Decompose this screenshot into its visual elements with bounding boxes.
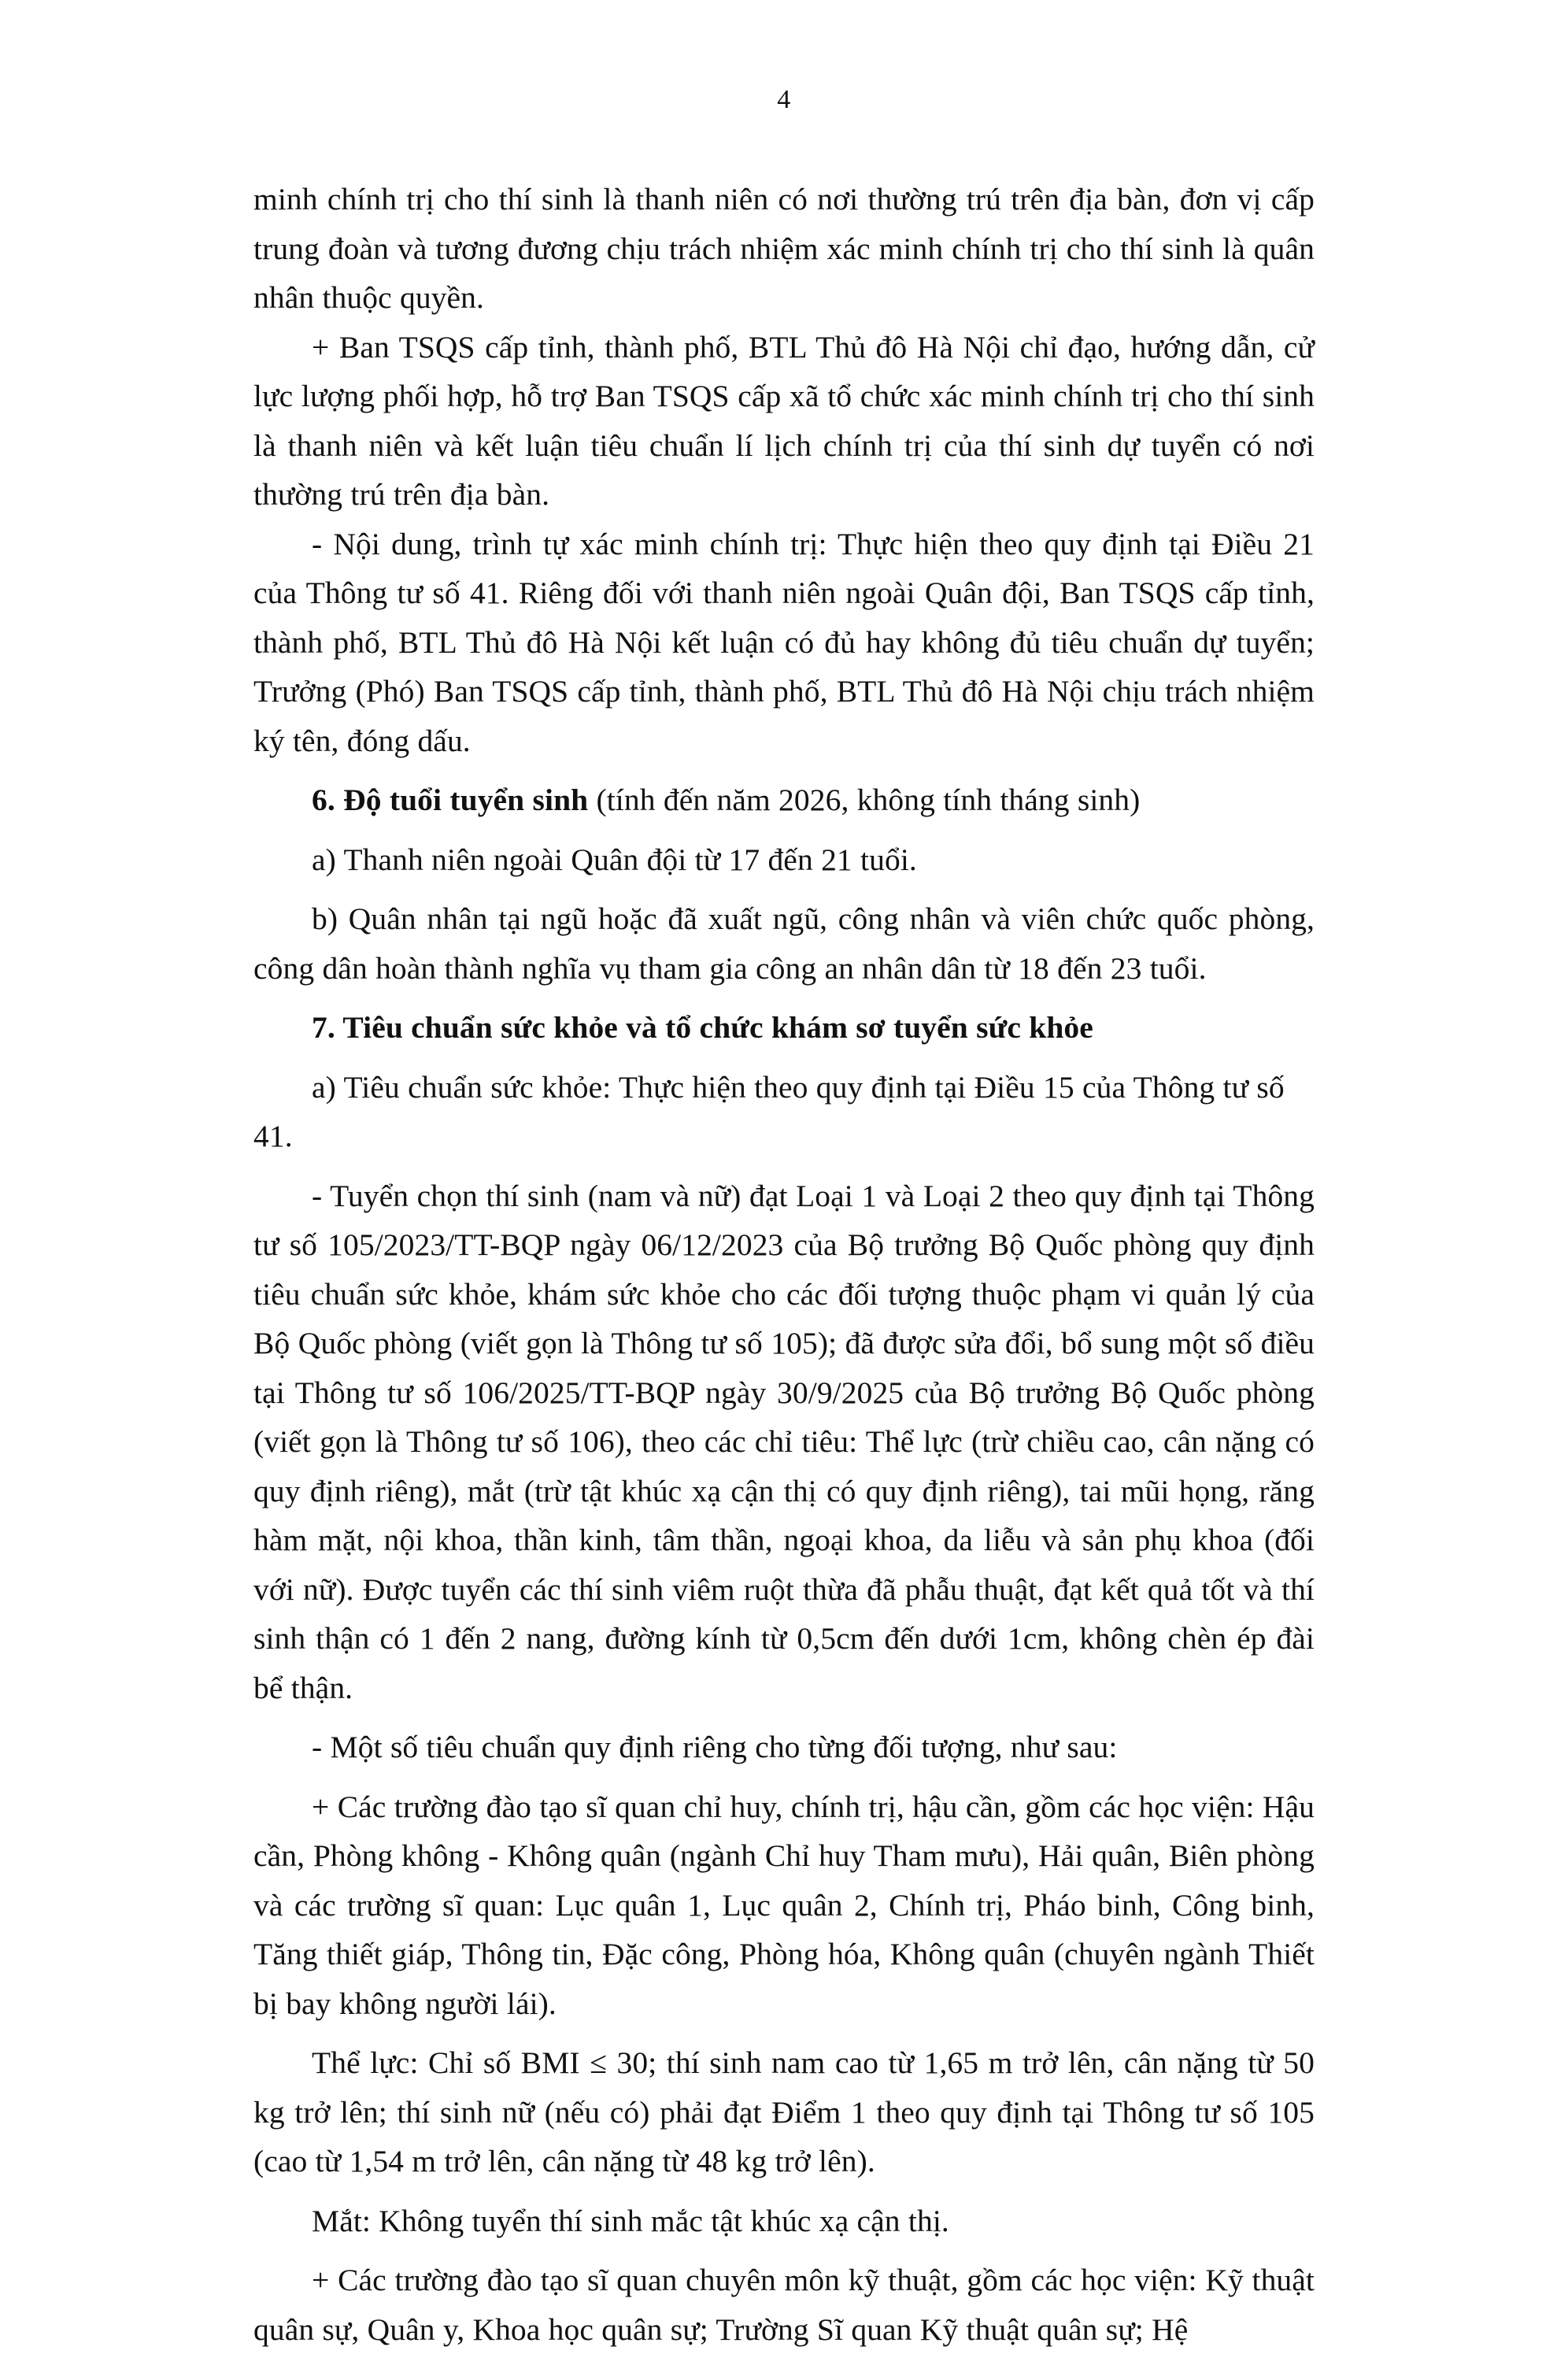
paragraph-truong-chi-huy: + Các trường đào tạo sĩ quan chỉ huy, chính trị, hậu cần, gồm các học viện: Hậu cần, Phòng không - Không quân (ngành Chỉ huy Tham mưu), Hải quân, Biên phòng và các trường sĩ quan: Lục quân 1, Lục quân 2, Chính trị, Pháo binh, Công binh, Tăng thiết giáp, Thông tin, Đặc công, Phòng hóa, Không quân (chuyên ngành Thiết bị bay không người lái). <box>253 1789 1315 2021</box>
heading-7-label: 7. Tiêu chuẩn sức khỏe và tổ chức khám sơ tuyển sức khỏe <box>312 1010 1093 1045</box>
paragraph-6a: a) Thanh niên ngoài Quân đội từ 17 đến 21 tuổi. <box>312 842 917 877</box>
heading-6-label: 6. Độ tuổi tuyển sinh <box>312 783 589 817</box>
paragraph-1: minh chính trị cho thí sinh là thanh niên có nơi thường trú trên địa bàn, đơn vị cấp trung đoàn và tương đương chịu trách nhiệm xác minh chính trị cho thí sinh là quân nhân thuộc quyền. <box>253 182 1315 315</box>
document-body <box>253 175 1315 2354</box>
paragraph-7a: a) Tiêu chuẩn sức khỏe: Thực hiện theo quy định tại Điều 15 của Thông tư số 41. <box>253 1069 1285 1153</box>
paragraph-truong-ky-thuat: + Các trường đào tạo sĩ quan chuyên môn kỹ thuật, gồm các học viện: Kỹ thuật quân sự, Quân y, Khoa học quân sự; Trường Sĩ quan Kỹ thuật quân sự; Hệ <box>253 2263 1315 2347</box>
heading-6-note: (tính đến năm 2026, không tính tháng sinh) <box>588 783 1141 817</box>
heading-section-6 <box>253 775 1315 825</box>
paragraph-2: + Ban TSQS cấp tỉnh, thành phố, BTL Thủ đô Hà Nội chỉ đạo, hướng dẫn, cử lực lượng phối hợp, hỗ trợ Ban TSQS cấp xã tổ chức xác minh chính trị cho thí sinh là thanh niên và kết luận tiêu chuẩn lí lịch chính trị của thí sinh dự tuyển có nơi thường trú trên địa bàn. <box>253 329 1315 512</box>
paragraph-mat: Mắt: Không tuyển thí sinh mắc tật khúc xạ cận thị. <box>312 2203 949 2238</box>
paragraph-tuyen-chon: - Tuyển chọn thí sinh (nam và nữ) đạt Loại 1 và Loại 2 theo quy định tại Thông tư số 105/2023/TT-BQP ngày 06/12/2023 của Bộ trưởng Bộ Quốc phòng quy định tiêu chuẩn sức khỏe, khám sức khỏe cho các đối tượng thuộc phạm vi quản lý của Bộ Quốc phòng (viết gọn là Thông tư số 105); đã được sửa đổi, bổ sung một số điều tại Thông tư số 106/2025/TT-BQP ngày 30/9/2025 của Bộ trưởng Bộ Quốc phòng (viết gọn là Thông tư số 106), theo các chỉ tiêu: Thể lực (trừ chiều cao, cân nặng có quy định riêng), mắt (trừ tật khúc xạ cận thị có quy định riêng), tai mũi họng, răng hàm mặt, nội khoa, thần kinh, tâm thần, ngoại khoa, da liễu và sản phụ khoa (đối với nữ). Được tuyển các thí sinh viêm ruột thừa đã phẫu thuật, đạt kết quả tốt và thí sinh thận có 1 đến 2 nang, đường kính từ 0,5cm đến dưới 1cm, không chèn ép đài bể thận. <box>253 1178 1315 1705</box>
paragraph-the-luc: Thể lực: Chỉ số BMI ≤ 30; thí sinh nam cao từ 1,65 m trở lên, cân nặng từ 50 kg trở lên; thí sinh nữ (nếu có) phải đạt Điểm 1 theo quy định tại Thông tư số 105 (cao từ 1,54 m trở lên, cân nặng từ 48 kg trở lên). <box>253 2045 1315 2178</box>
page-number: 4 <box>777 85 791 114</box>
paragraph-3: - Nội dung, trình tự xác minh chính trị: Thực hiện theo quy định tại Điều 21 của Thông tư số 41. Riêng đối với thanh niên ngoài Quân đội, Ban TSQS cấp tỉnh, thành phố, BTL Thủ đô Hà Nội kết luận có đủ hay không đủ tiêu chuẩn dự tuyển; Trưởng (Phó) Ban TSQS cấp tỉnh, thành phố, BTL Thủ đô Hà Nội chịu trách nhiệm ký tên, đóng dấu. <box>253 526 1315 758</box>
heading-section-7 <box>253 1003 1315 1053</box>
paragraph-tieu-chuan-rieng: - Một số tiêu chuẩn quy định riêng cho từng đối tượng, như sau: <box>312 1730 1118 1764</box>
paragraph-6b: b) Quân nhân tại ngũ hoặc đã xuất ngũ, công nhân và viên chức quốc phòng, công dân hoàn thành nghĩa vụ tham gia công an nhân dân từ 18 đến 23 tuổi. <box>253 901 1315 986</box>
